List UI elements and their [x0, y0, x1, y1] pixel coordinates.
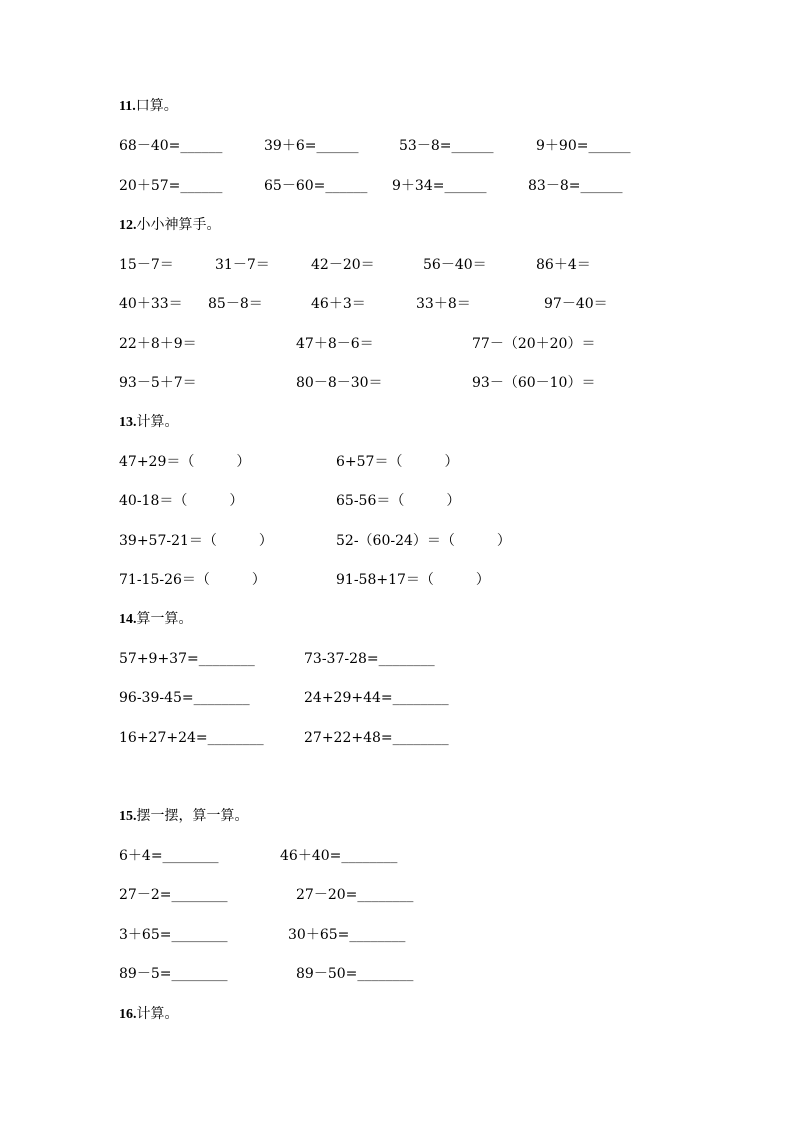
question-number: 12. [119, 218, 137, 233]
exercise-item: 39＋6=______ [264, 138, 359, 154]
exercise-item: 83－8=______ [528, 178, 623, 194]
exercise-item: 91-58+17＝（ ） [336, 572, 490, 588]
question-title: 计算。 [136, 1006, 179, 1022]
question-title: 计算。 [136, 414, 179, 430]
question-title: 算一算。 [136, 611, 193, 627]
exercise-item: 65-56＝（ ） [336, 493, 461, 509]
exercise-item: 47+29＝（ ） [119, 454, 251, 470]
question-12-heading [119, 216, 221, 235]
exercise-item: 68－40=______ [119, 138, 223, 154]
exercise-item: 89－5=________ [119, 966, 228, 982]
exercise-item: 33＋8＝ [416, 296, 471, 312]
exercise-item: 30＋65=________ [288, 927, 406, 943]
question-15-heading [119, 807, 249, 826]
question-number: 16. [119, 1007, 137, 1022]
exercise-item: 27+22+48=________ [304, 730, 449, 746]
exercise-item: 6＋4=________ [119, 848, 219, 864]
exercise-item: 27－20=________ [296, 887, 414, 903]
exercise-item: 27－2=________ [119, 887, 228, 903]
exercise-item: 52-（60-24）＝（ ） [336, 533, 511, 549]
exercise-item: 39+57-21＝（ ） [119, 533, 273, 549]
exercise-item: 42－20＝ [311, 257, 375, 273]
exercise-item: 46＋40=________ [280, 848, 398, 864]
question-14-heading [119, 610, 193, 629]
exercise-item: 96-39-45=________ [119, 690, 250, 706]
exercise-item: 20＋57=______ [119, 178, 223, 194]
exercise-item: 89－50=________ [296, 966, 414, 982]
exercise-item: 9＋90=______ [536, 138, 631, 154]
exercise-item: 40＋33＝ [119, 296, 183, 312]
exercise-item: 15－7＝ [119, 257, 174, 273]
question-16-heading [119, 1005, 179, 1024]
exercise-item: 97－40＝ [544, 296, 608, 312]
exercise-item: 56－40＝ [423, 257, 487, 273]
exercise-item: 40-18＝（ ） [119, 493, 244, 509]
exercise-item: 71-15-26＝（ ） [119, 572, 266, 588]
exercise-item: 77－（20＋20）＝ [472, 336, 596, 352]
question-number: 13. [119, 415, 137, 430]
question-number: 15. [119, 809, 137, 824]
exercise-item: 22＋8＋9＝ [119, 336, 197, 352]
question-number: 14. [119, 612, 137, 627]
exercise-item: 80－8－30＝ [296, 375, 383, 391]
exercise-item: 65－60=______ [264, 178, 368, 194]
exercise-item: 93－（60－10）＝ [472, 375, 596, 391]
question-title: 小小神算手。 [136, 217, 221, 233]
question-11-heading [119, 97, 178, 116]
question-title: 口算。 [135, 98, 178, 114]
exercise-item: 31－7＝ [215, 257, 270, 273]
exercise-item: 3＋65=________ [119, 927, 228, 943]
exercise-item: 93－5＋7＝ [119, 375, 197, 391]
exercise-item: 73-37-28=________ [304, 651, 435, 667]
exercise-item: 57+9+37=________ [119, 651, 255, 667]
question-13-heading [119, 413, 179, 432]
exercise-item: 47＋8－6＝ [296, 336, 374, 352]
exercise-item: 6+57＝（ ） [336, 454, 459, 470]
exercise-item: 46＋3＝ [311, 296, 366, 312]
question-title: 摆一摆，算一算。 [136, 808, 249, 824]
exercise-item: 53－8=______ [399, 138, 494, 154]
question-number: 11. [119, 99, 136, 114]
exercise-item: 16+27+24=________ [119, 730, 264, 746]
exercise-item: 86＋4＝ [536, 257, 591, 273]
exercise-item: 24+29+44=________ [304, 690, 449, 706]
exercise-item: 9＋34=______ [392, 178, 487, 194]
exercise-item: 85－8＝ [208, 296, 263, 312]
